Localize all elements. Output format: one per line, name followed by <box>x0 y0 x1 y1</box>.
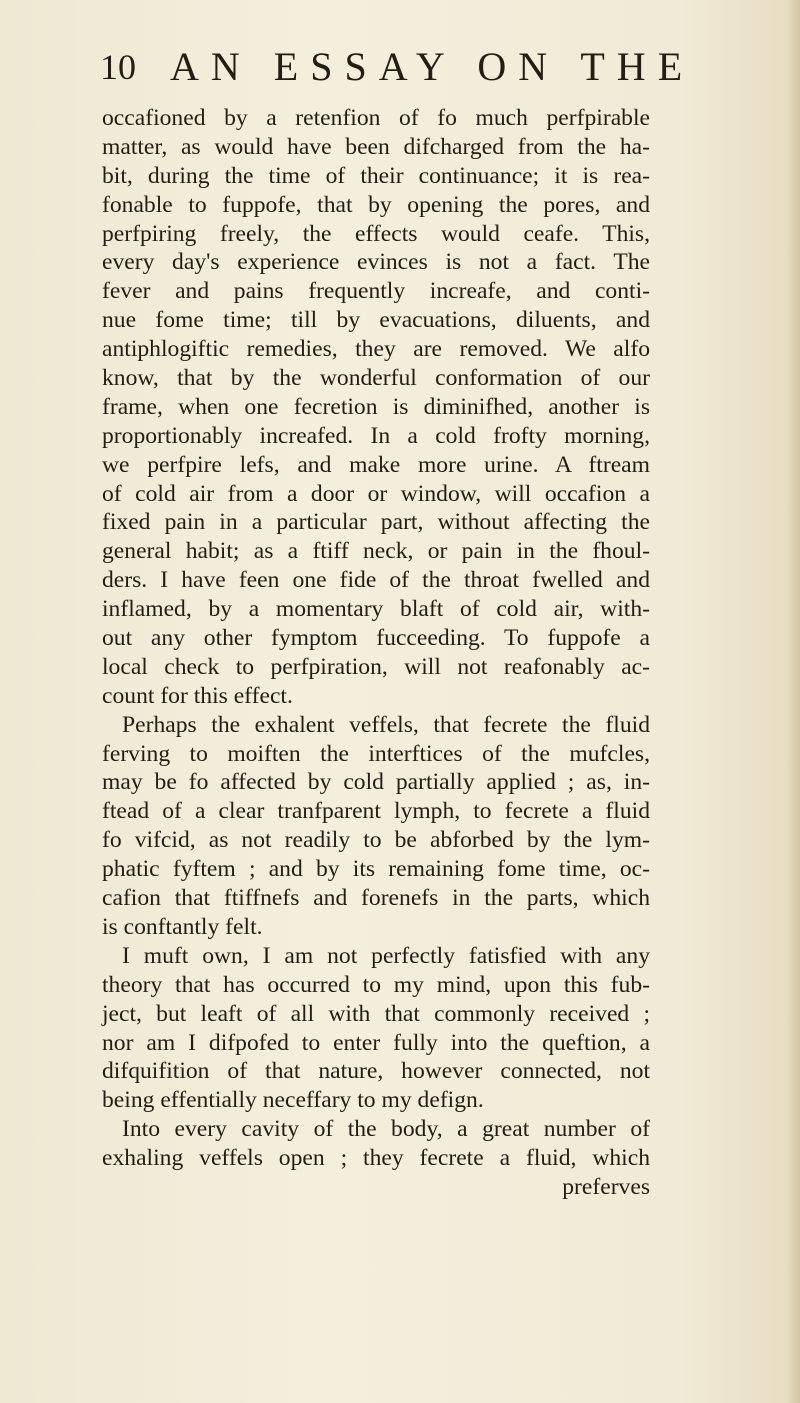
page-edge-shadow <box>786 0 800 1403</box>
text-line: proportionably increafed. In a cold frofty morning, <box>102 422 650 449</box>
text-line: frame, when one fecretion is diminifhed, another is <box>102 393 650 420</box>
text-line: ferving to moiften the interftices of the mufcles, <box>102 740 650 767</box>
text-line: may be fo affected by cold partially applied ; as, in- <box>102 769 650 796</box>
text-line: matter, as would have been difcharged from the ha- <box>102 133 650 160</box>
running-title: AN ESSAY ON THE <box>170 44 695 89</box>
text-line: count for this effect. <box>102 682 293 709</box>
text-line: cafion that ftiffnefs and forenefs in the parts, which <box>102 885 650 912</box>
text-line: know, that by the wonderful conformation of our <box>102 365 650 392</box>
text-line: nue fome time; till by evacuations, diluents, and <box>102 307 650 334</box>
text-line: fonable to fuppofe, that by opening the pores, and <box>102 191 650 218</box>
paragraph-first-line: I muft own, I am not perfectly fatisfied with any <box>122 942 650 969</box>
text-line: fever and pains frequently increafe, and conti- <box>102 278 650 305</box>
text-line: local check to perfpiration, will not reafonably ac- <box>102 653 650 680</box>
text-line: antiphlogiftic remedies, they are removed. We alfo <box>102 336 650 363</box>
text-line: phatic fyftem ; and by its remaining fome time, oc- <box>102 856 650 883</box>
paragraph-first-line: Perhaps the exhalent veffels, that fecrete the fluid <box>122 711 650 738</box>
text-line: theory that has occurred to my mind, upon this fub- <box>102 971 650 998</box>
text-line: bit, during the time of their continuance; it is rea- <box>102 162 650 189</box>
text-line: nor am I difpofed to enter fully into the queftion, a <box>102 1029 650 1056</box>
text-line: of cold air from a door or window, will occafion a <box>102 480 650 507</box>
paragraph-first-line: Into every cavity of the body, a great number of <box>122 1116 650 1143</box>
text-line: fixed pain in a particular part, without affecting the <box>102 509 650 536</box>
text-line: is conftantly felt. <box>102 913 263 940</box>
text-line: every day's experience evinces is not a fact. The <box>102 249 650 276</box>
text-line: being effentially neceffary to my defign. <box>102 1087 484 1114</box>
text-line: we perfpire lefs, and make more urine. A ftream <box>102 451 650 478</box>
text-line: exhaling veffels open ; they fecrete a fluid, which <box>102 1145 650 1172</box>
text-line: general habit; as a ftiff neck, or pain in the fhoul- <box>102 538 650 565</box>
text-line: perfpiring freely, the effects would ceafe. This, <box>102 220 650 247</box>
essay-body-text <box>102 104 650 1202</box>
text-line: ftead of a clear tranfparent lymph, to fecrete a fluid <box>102 798 650 825</box>
text-line: ject, but leaft of all with that commonly received ; <box>102 1000 650 1027</box>
text-line: difquifition of that nature, however connected, not <box>102 1058 650 1085</box>
text-line: ders. I have feen one fide of the throat fwelled and <box>102 567 650 594</box>
catchword: preferves <box>562 1173 650 1200</box>
page-header <box>100 42 695 92</box>
page-number: 10 <box>100 47 136 87</box>
text-line: occafioned by a retenfion of fo much perfpirable <box>102 105 650 131</box>
text-line: fo vifcid, as not readily to be abforbed by the lym- <box>102 827 650 854</box>
text-line: out any other fymptom fucceeding. To fuppofe a <box>102 625 650 652</box>
text-line: inflamed, by a momentary blaft of cold air, with- <box>102 596 650 623</box>
